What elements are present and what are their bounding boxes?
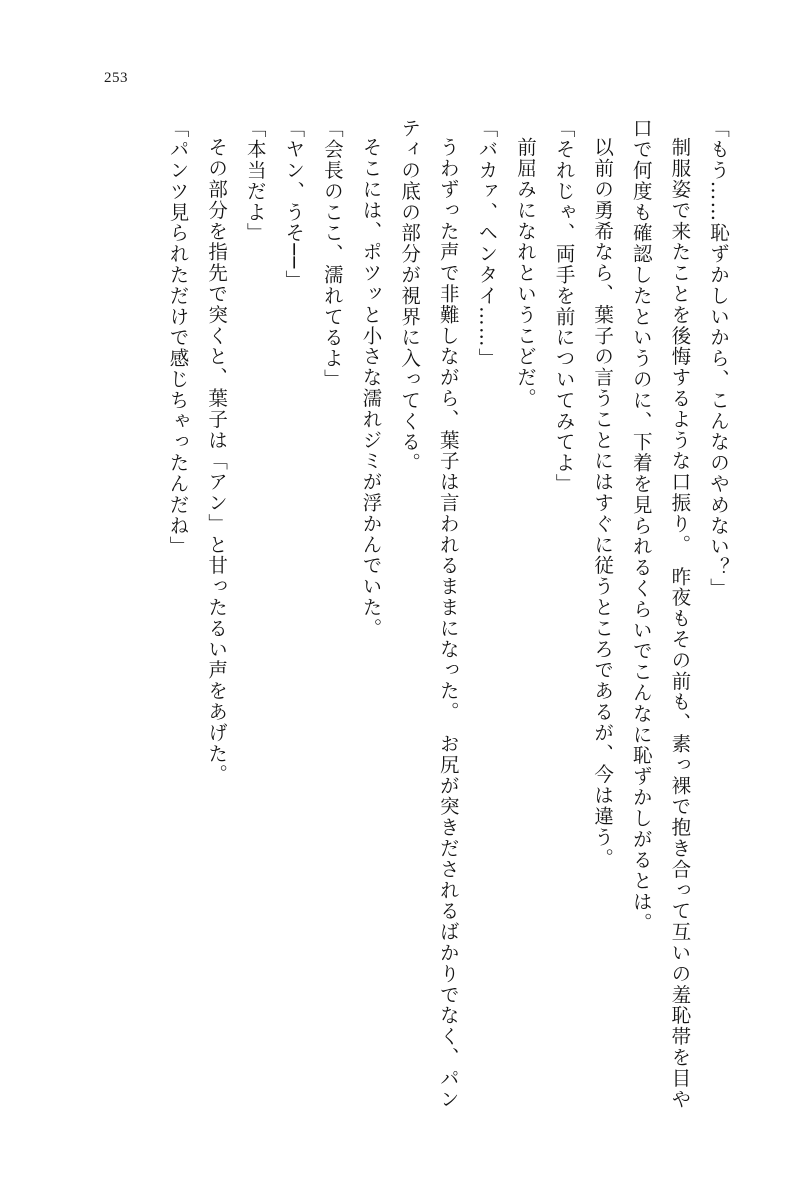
paragraph: その部分を指先で突くと、葉子は「アン」と甘ったるい声をあげた。 [205, 137, 229, 785]
paragraph: 「それじゃ、両手を前についてみてよ」 [552, 118, 576, 495]
paragraph: そこには、ポツッと小さな濡れジミが浮かんでいた。 [359, 137, 383, 639]
paragraph: うわずった声で非難しながら、葉子は言われるままになった。 お尻が突きだされるばかりでなく、パンティの底の部分が視界に入ってくる。 [398, 118, 460, 1110]
paragraph: 「パンツ見られただけで感じちゃったんだね」 [166, 118, 190, 557]
paragraph: 「ヤン、うそ──」 [282, 118, 306, 291]
page-number: 253 [104, 70, 128, 86]
paragraph: 「もう……恥ずかしいから、こんなのやめない？」 [707, 118, 730, 599]
page-body-text [137, 118, 737, 1118]
paragraph: 前屈みになれというこどだ。 [513, 137, 537, 409]
paragraph: 制服姿で来たことを後悔するような口振り。 昨夜もその前も、素っ裸で抱き合って互いの羞恥帯を目や口で何度も確認したというのに、下着を見られるくらいでこんなに恥ずかしがるとは。 [629, 118, 692, 1110]
paragraph: 以前の勇希なら、葉子の言うことにはすぐに従うところであるが、今は違う。 [591, 137, 615, 869]
paragraph: 「会長のここ、濡れてるよ」 [320, 118, 344, 390]
paragraph: 「バカァ、ヘンタイ……」 [475, 118, 499, 369]
paragraph: 「本当だよ」 [243, 118, 267, 244]
